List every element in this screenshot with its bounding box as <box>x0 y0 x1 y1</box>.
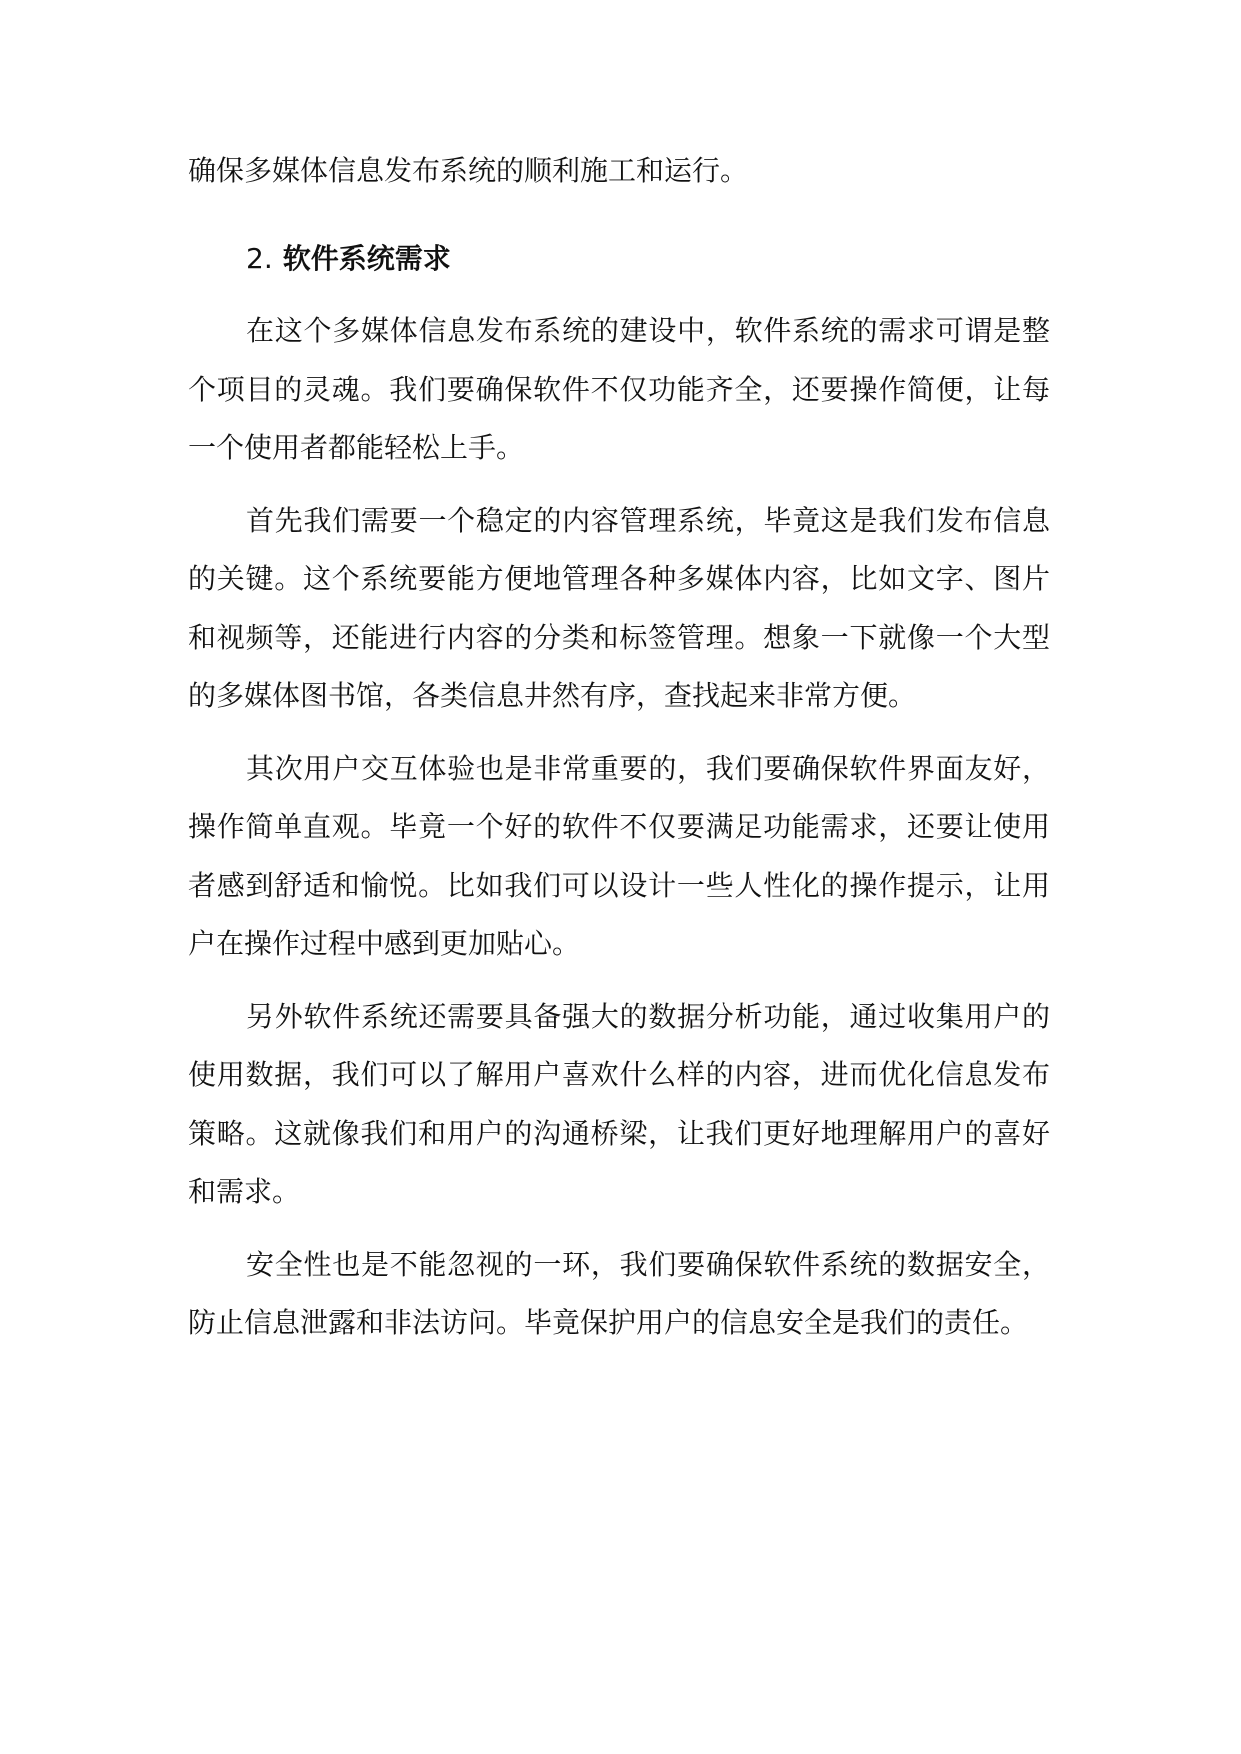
body-paragraph: 其次用户交互体验也是非常重要的，我们要确保软件界面友好，操作简单直观。毕竟一个好的软件不仅要满足功能需求，还要让使用者感到舒适和愉悦。比如我们可以设计一些人性化的操作提示，让用户在操作过程中感到更加贴心。 <box>188 751 1050 960</box>
document-body <box>188 142 1050 1353</box>
section-heading <box>188 230 1050 289</box>
body-paragraph: 在这个多媒体信息发布系统的建设中，软件系统的需求可谓是整个项目的灵魂。我们要确保软件不仅功能齐全，还要操作简便，让每一个使用者都能轻松上手。 <box>188 314 1050 464</box>
body-paragraph: 首先我们需要一个稳定的内容管理系统，毕竟这是我们发布信息的关键。这个系统要能方便地管理各种多媒体内容，比如文字、图片和视频等，还能进行内容的分类和标签管理。想象一下就像一个大型的多媒体图书馆，各类信息井然有序，查找起来非常方便。 <box>188 503 1050 712</box>
body-paragraph: 安全性也是不能忽视的一环，我们要确保软件系统的数据安全，防止信息泄露和非法访问。毕竟保护用户的信息安全是我们的责任。 <box>188 1247 1050 1339</box>
continuation-paragraph: 确保多媒体信息发布系统的顺利施工和运行。 <box>188 154 749 187</box>
body-paragraph: 另外软件系统还需要具备强大的数据分析功能，通过收集用户的使用数据，我们可以了解用户喜欢什么样的内容，进而优化信息发布策略。这就像我们和用户的沟通桥梁，让我们更好地理解用户的喜好和需求。 <box>188 999 1050 1208</box>
section-number: 2. <box>246 241 273 275</box>
section-title: 软件系统需求 <box>282 241 451 275</box>
